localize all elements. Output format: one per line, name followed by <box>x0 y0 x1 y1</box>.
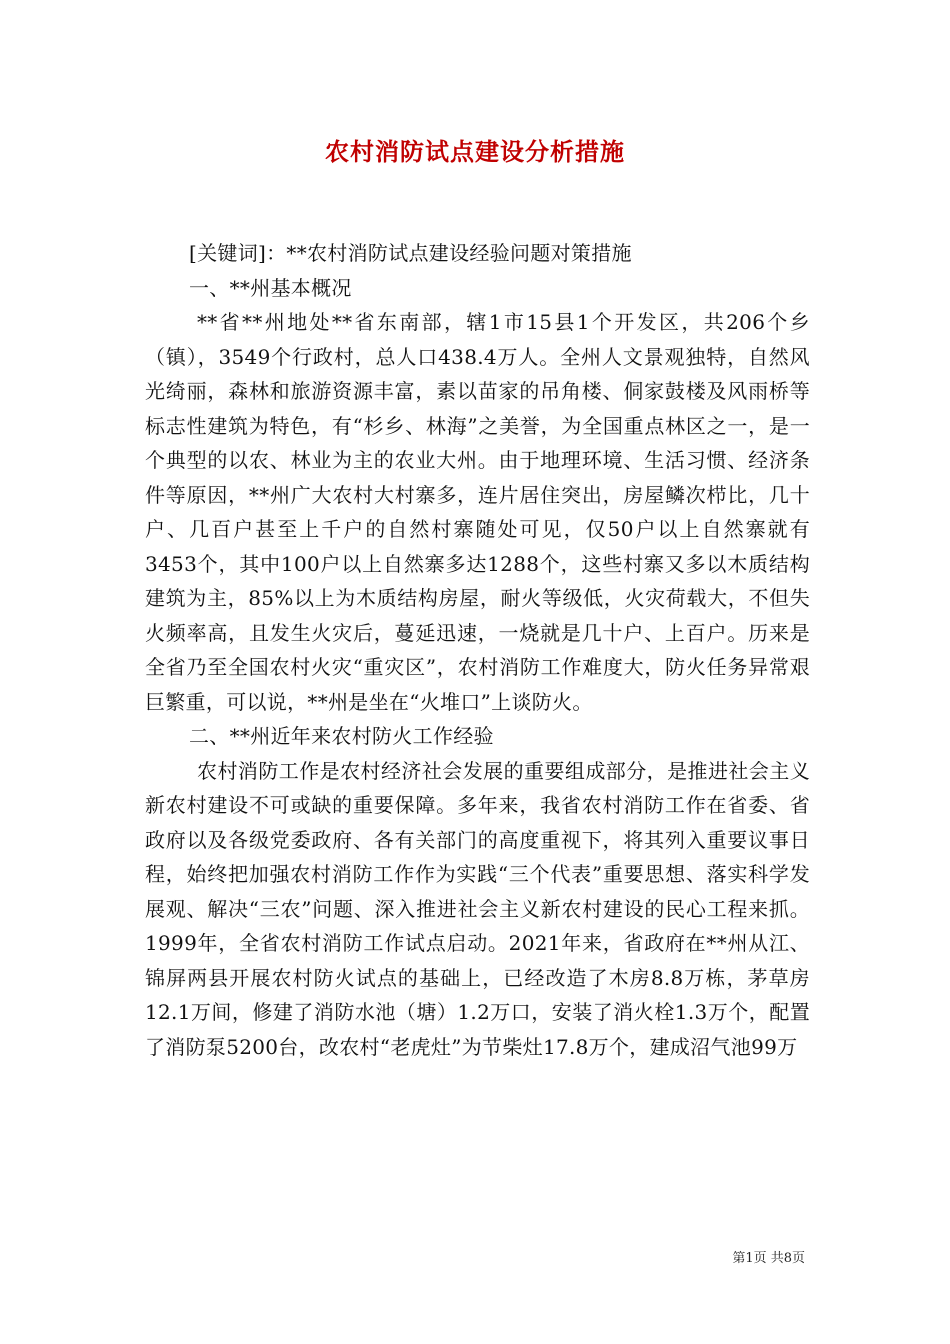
section-paragraph-2: 农村消防工作是农村经济社会发展的重要组成部分，是推进社会主义新农村建设不可或缺的重要保障。多年来，我省农村消防工作在省委、省政府以及各级党委政府、各有关部门的高度重视下，将其列入重要议事日程，始终把加强农村消防工作作为实践“三个代表”重要思想、落实科学发展观、解决“三农”问题、深入推进社会主义新农村建设的民心工程来抓。1999年，全省农村消防工作试点启动。2021年来，省政府在**州从江、锦屏两县开展农村防火试点的基础上，已经改造了木房8.8万栋，茅草房12.1万间，修建了消防水池（塘）1.2万口，安装了消火栓1.3万个，配置了消防泵5200台，改农村“老虎灶”为节柴灶17.8万个，建成沼气池99万 <box>145 758 810 1059</box>
keywords-line: [关键词]：**农村消防试点建设经验问题对策措施 <box>189 241 632 265</box>
section-heading-2: 二、**州近年来农村防火工作经验 <box>189 724 494 748</box>
document-body <box>145 236 810 1064</box>
document-title: 农村消防试点建设分析措施 <box>325 137 625 166</box>
section-paragraph-1: **省**州地处**省东南部，辖1市15县1个开发区，共206个乡（镇），3549个行政村，总人口438.4万人。全州人文景观独特，自然风光绮丽，森林和旅游资源丰富，素以苗家的吊角楼、侗家鼓楼及风雨桥等标志性建筑为特色，有“杉乡、林海”之美誉，为全国重点林区之一，是一个典型的以农、林业为主的农业大州。由于地理环境、生活习惯、经济条件等原因，**州广大农村大村寨多，连片居住突出，房屋鳞次栉比，几十户、几百户甚至上千户的自然村寨随处可见，仅50户以上自然寨就有3453个，其中100户以上自然寨多达1288个，这些村寨又多以木质结构建筑为主，85%以上为木质结构房屋，耐火等级低，火灾荷载大，不但失火频率高，且发生火灾后，蔓延迅速，一烧就是几十户、上百户。历来是全省乃至全国农村火灾“重灾区”，农村消防工作难度大，防火任务异常艰巨繁重，可以说，**州是坐在“火堆口”上谈防火。 <box>145 310 810 714</box>
section-heading-1: 一、**州基本概况 <box>189 275 352 300</box>
page-indicator: 第1页 共8页 <box>732 1251 805 1266</box>
